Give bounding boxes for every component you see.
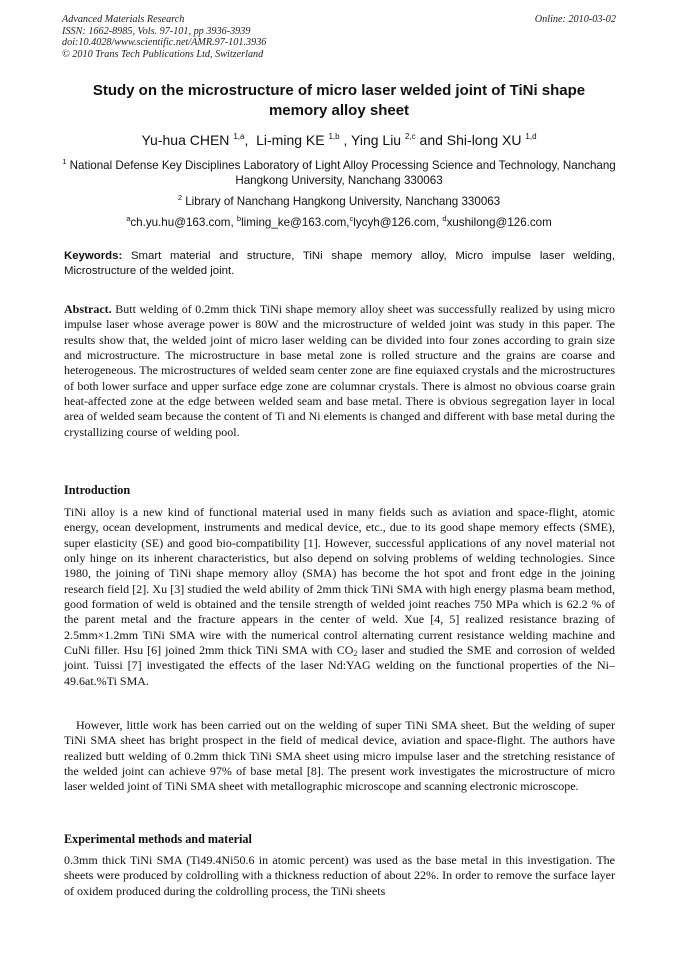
author-separator: , — [244, 132, 249, 148]
keywords-text: Smart material and structure, TiNi shape memory alloy, Micro impulse laser welding, Microstructure of the welded joint. — [64, 250, 615, 277]
intro-paragraph-2: However, little work has been carried out on the welding of super TiNi SMA sheet. But the welding of super TiNi SMA sheet has bright prospect in the field of medical device, aviation and space-flight. The authors have realized butt welding of 0.2mm thick TiNi SMA sheet using micro impulse laser and the stretching resistance of the welded joint can achieve 97% of base metal [8]. The present work investigates the microstructure of micro laser welded joint of TiNi SMA sheet with metallographic microscope and scanning electronic microscope. — [64, 718, 615, 794]
doi-line: doi:10.4028/www.scientific.net/AMR.97-101.3936 — [62, 37, 267, 49]
abstract-label: Abstract. — [64, 302, 112, 316]
email-sup: b — [236, 214, 242, 223]
affiliation-number: 1 — [62, 157, 67, 166]
affiliation-text: Library of Nanchang Hangkong University, Nanchang 330063 — [185, 195, 501, 208]
author-sup: 1,d — [525, 132, 537, 141]
intro-p1-text-cont: laser and studied the SME and corrosion of welded joint. Tuissi [7] investigated the effects of the laser Nd:YAG welding on the functional properties of the Ni–49.6at.%Ti SMA. — [64, 643, 615, 688]
copyright-line: © 2010 Trans Tech Publications Ltd, Switzerland — [62, 48, 264, 60]
email-address[interactable]: xushilong@126.com — [446, 216, 552, 229]
author-sup: 1,a — [233, 132, 245, 141]
affiliation-1 — [62, 158, 616, 188]
author-name: Li-ming KE — [256, 132, 325, 148]
section-heading-experimental: Experimental methods and material — [64, 832, 252, 846]
author-and: and — [419, 132, 443, 148]
abstract — [64, 302, 615, 440]
email-sup: c — [349, 214, 354, 223]
author-sup: 2,c — [404, 132, 416, 141]
email-sup: a — [126, 214, 131, 223]
author-name: Shi-long XU — [446, 132, 522, 148]
email-address[interactable]: lycyh@126.com — [353, 216, 436, 229]
affiliation-text: National Defense Key Disciplines Laboratory of Light Alloy Processing Science and Technology, Nanchang Hangkong University, Nanchang 330063 — [69, 159, 616, 188]
author-sup: 1,b — [328, 132, 340, 141]
intro-p1-text: TiNi alloy is a new kind of functional material used in many fields such as aviation and space-flight, atomic energy, ocean development, instruments and medical device, etc., due to its good shape memory effects (SME), super elasticity (SE) and good bio-compatibility [1]. However, successful applications of any novel material not only hinge on its inherent characteristics, but also depend on solving problems of welding technologies. Since 1980, the joining of TiNi shape memory alloy (SMA) has become the hot spot and front edge in the joining research field [2]. Xu [3] studied the weld ability of 2mm thick TiNi SMA with high energy plasma beam method, good formation of weld is obtained and the tensile strength of welded joint reaches 750 MPa which is 62.2 % of the parent metal and the fracture appears in the center of weld. Xue [4, 5] realized resistance brazing of 2.5mm×1.2mm TiNi SMA wire with the numerical control alternating current resistance welding machine and CuNi filler. Hsu [6] joined 2mm thick TiNi SMA with CO — [64, 505, 615, 658]
author-name: Yu-hua CHEN — [141, 132, 230, 148]
section-heading-introduction: Introduction — [64, 483, 131, 497]
affiliation-2 — [62, 194, 616, 209]
email-list: $^a$ch.yu.hu@163.com, $^b$liming_ke@163.com,$^c$lycyh@126.com, $^d$xushilong@126.com — [126, 214, 552, 229]
email-address[interactable]: liming_ke@163.com — [241, 216, 347, 229]
keywords-label: Keywords: — [64, 250, 123, 262]
journal-name: Advanced Materials Research — [62, 14, 185, 25]
keywords — [64, 249, 615, 278]
author-list — [62, 131, 616, 149]
paper-title: Study on the microstructure of micro laser welded joint of TiNi shape memory alloy sheet — [92, 82, 586, 119]
abstract-text: Butt welding of 0.2mm thick TiNi shape memory alloy sheet was successfully realized by using micro impulse laser whose average power is 80W and the microstructure of welded joint was study in this paper. The results show that, the welded joint of micro laser welding can be divided into four zones according to grain size and microstructure. The microstructure in base metal zone is rolled structure and the grains are coarse and heterogeneous. The microstructures of welded seam center zone are fine equiaxed crystals and the microstructures of both lower surface and upper surface edge zone are columnar crystals. There is almost no obvious coarse grain heat-affected zone at the edge between welded seam and base metal. There is obvious segregation layer in local area of welded seam because the content of Ti and Ni elements is changed and different with base metal during the crystallizing course of welding pool. — [64, 302, 616, 439]
subscript: 2 — [353, 649, 358, 659]
experimental-paragraph-1: 0.3mm thick TiNi SMA (Ti49.4Ni50.6 in atomic percent) was used as the base metal in this investigation. The sheets were produced by coldrolling with a thickness reduction of about 22%. In order to remove the surface layer of oxidem produced during the coldrolling process, the TiNi sheets — [64, 853, 615, 898]
email-sup: d — [442, 214, 447, 223]
author-name: Ying Liu — [351, 132, 402, 148]
affiliation-number: 2 — [177, 193, 182, 202]
email-address[interactable]: ch.yu.hu@163.com — [130, 216, 231, 229]
online-date: Online: 2010-03-02 — [534, 14, 616, 25]
intro-paragraph-1 — [64, 505, 615, 689]
issn-line: ISSN: 1662-8985, Vols. 97-101, pp 3936-3939 — [62, 25, 251, 37]
author-separator: , — [343, 132, 348, 148]
journal-header — [62, 14, 616, 60]
